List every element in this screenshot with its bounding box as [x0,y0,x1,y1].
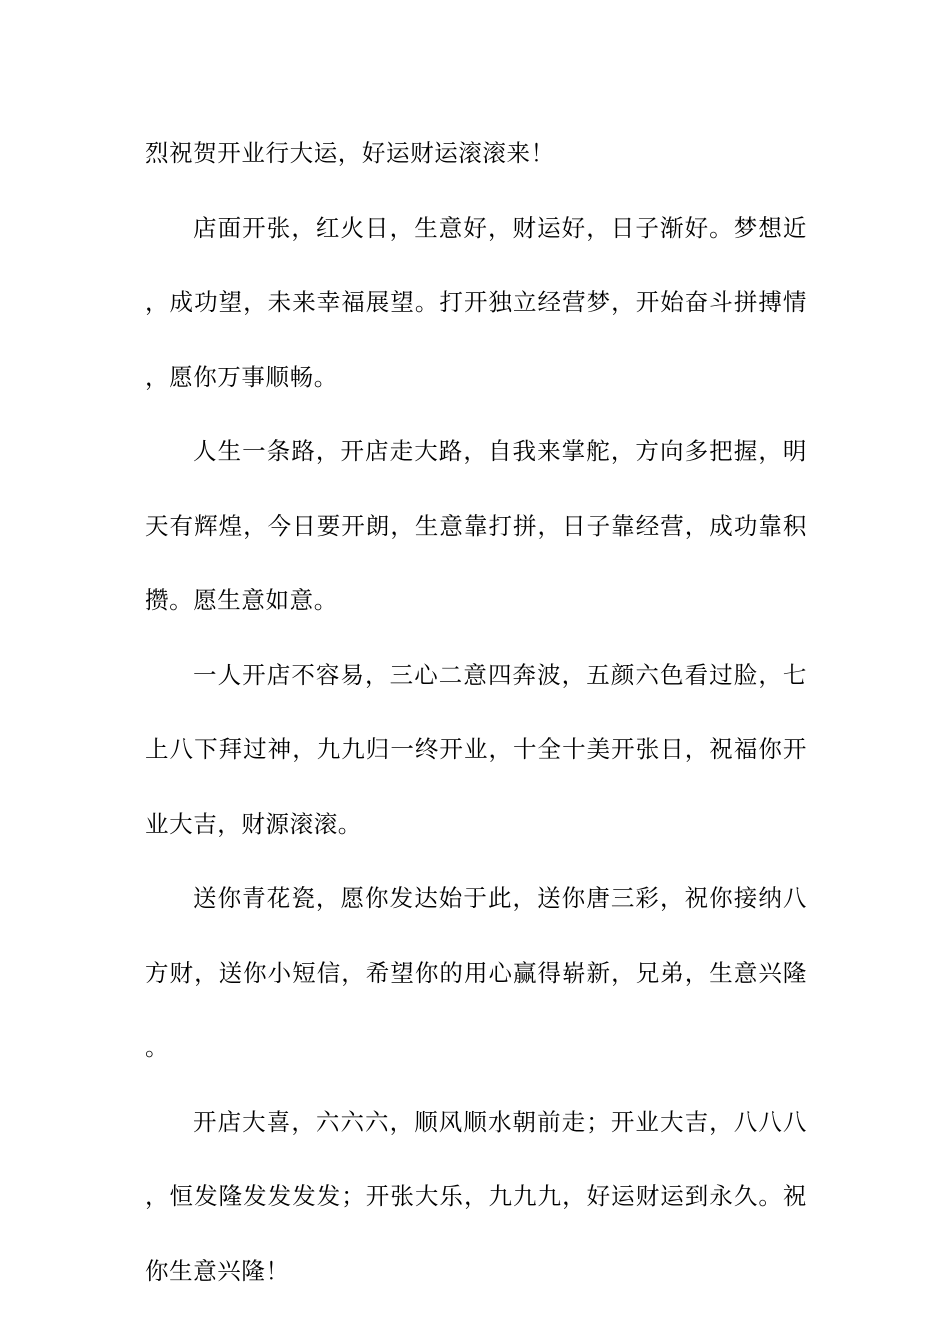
document-body [145,116,807,1308]
paragraph: 店面开张，红火日，生意好，财运好，日子渐好。梦想近，成功望，未来幸福展望。打开独立经营梦，开始奋斗拼搏情，愿你万事顺畅。 [145,213,807,391]
paragraph: 一人开店不容易，三心二意四奔波，五颜六色看过脸，七上八下拜过神，九九归一终开业，十全十美开张日，祝福你开业大吉，财源滚滚。 [145,660,807,838]
paragraph: 送你青花瓷，愿你发达始于此，送你唐三彩，祝你接纳八方财，送你小短信，希望你的用心赢得崭新，兄弟，生意兴隆。 [145,884,807,1061]
paragraph: 开店大喜，六六六，顺风顺水朝前走；开业大吉，八八八，恒发隆发发发发；开张大乐，九九九，好运财运到永久。祝你生意兴隆！ [145,1107,807,1285]
paragraph-continued: 烈祝贺开业行大运，好运财运滚滚来！ [145,139,555,167]
paragraph: 人生一条路，开店走大路，自我来掌舵，方向多把握，明天有辉煌，今日要开朗，生意靠打拼，日子靠经营，成功靠积攒。愿生意如意。 [145,437,807,614]
